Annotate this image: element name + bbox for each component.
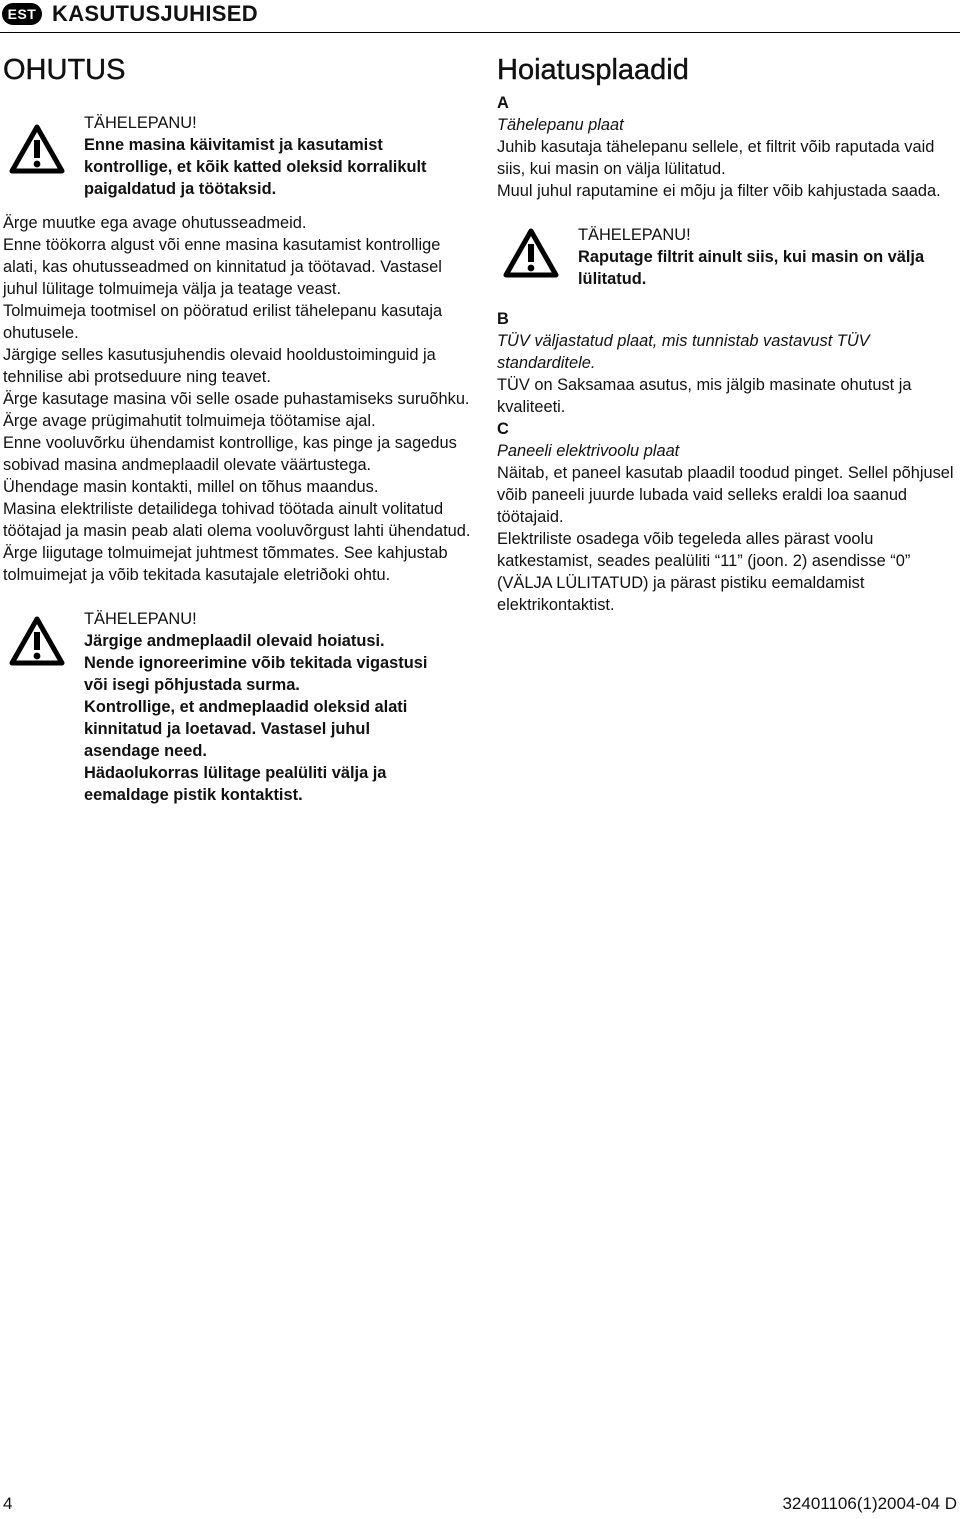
paragraph: Järgige selles kasutusjuhendis olevaid hooldustoiminguid ja tehnilise abi protseduure ning teavet. bbox=[3, 346, 436, 386]
warning-heading: TÄHELEPANU! bbox=[84, 114, 197, 132]
warning-heading: TÄHELEPANU! bbox=[578, 226, 691, 244]
paragraph: Enne vooluvõrku ühendamist kontrollige, kas pinge ja sagedus sobivad masina andmeplaadil olevate väärtustega. bbox=[3, 434, 457, 474]
warning-line: lülitatud. bbox=[578, 270, 647, 288]
plate-description: Juhib kasutaja tähelepanu sellele, et filtrit võib raputada vaid siis, kui masin on välja lülitatud. bbox=[497, 138, 935, 178]
plate-description: Muul juhul raputamine ei mõju ja filter võib kahjustada saada. bbox=[497, 182, 941, 200]
plate-a bbox=[497, 92, 957, 202]
paragraph: Ärge avage prügimahutit tolmuimeja töötamise ajal. bbox=[3, 412, 376, 430]
warning-line: Hädaolukorras lülitage pealüliti välja ja bbox=[84, 764, 387, 782]
warning-line: eemaldage pistik kontaktist. bbox=[84, 786, 303, 804]
plate-description: Näitab, et paneel kasutab plaadil toodud pinget. Sellel põhjusel võib paneeli juurde lubada vaid selleks eraldi loa saanud töötajaid. bbox=[497, 464, 954, 526]
warning-line: kontrollige, et kõik katted oleksid korralikult bbox=[84, 158, 427, 176]
safety-paragraphs bbox=[3, 212, 473, 586]
document-code: 32401106(1)2004-04 D bbox=[782, 1494, 957, 1513]
page-header bbox=[0, 0, 960, 34]
document-title: KASUTUSJUHISED bbox=[52, 1, 258, 26]
warning-box-2 bbox=[3, 608, 473, 806]
warning-heading: TÄHELEPANU! bbox=[84, 610, 197, 628]
warning-triangle-icon bbox=[9, 124, 65, 174]
right-column bbox=[497, 52, 957, 616]
warning-line: Enne masina käivitamist ja kasutamist bbox=[84, 136, 383, 154]
paragraph: Tolmuimeja tootmisel on pööratud erilist tähelepanu kasutaja ohutusele. bbox=[3, 302, 443, 342]
plate-description: TÜV on Saksamaa asutus, mis jälgib masinate ohutust ja kvaliteeti. bbox=[497, 376, 912, 416]
plate-description: Elektriliste osadega võib tegeleda alles pärast voolu katkestamist, seades pealüliti “11” (joon. 2) asendisse “0” (VÄLJA LÜLITATUD) ja pärast pistiku eemaldamist elektrikontaktist. bbox=[497, 530, 911, 614]
warning-line: asendage need. bbox=[84, 742, 207, 760]
paragraph: Ärge muutke ega avage ohutusseadmeid. bbox=[3, 214, 307, 232]
warning-line: kinnitatud ja loetavad. Vastasel juhul bbox=[84, 720, 371, 738]
plate-name: Tähelepanu plaat bbox=[497, 116, 624, 134]
section-title-ohutus: OHUTUS bbox=[3, 54, 126, 86]
warning-triangle-icon bbox=[503, 228, 559, 278]
paragraph: Ärge kasutage masina või selle osade puhastamiseks suruõhku. bbox=[3, 390, 470, 408]
plate-name: TÜV väljastatud plaat, mis tunnistab vastavust TÜV standarditele. bbox=[497, 332, 870, 372]
plate-letter: A bbox=[497, 94, 509, 112]
warning-line: paigaldatud ja töötaksid. bbox=[84, 180, 277, 198]
page-number: 4 bbox=[3, 1494, 13, 1513]
plate-letter: B bbox=[497, 310, 509, 328]
paragraph: Ärge liigutage tolmuimejat juhtmest tõmmates. See kahjustab tolmuimejat ja võib tekitada kasutajale eletriðoki ohtu. bbox=[3, 544, 448, 584]
warning-line: Nende ignoreerimine võib tekitada vigastusi bbox=[84, 654, 428, 672]
language-badge: EST bbox=[2, 3, 42, 25]
header-divider bbox=[0, 32, 960, 33]
warning-box-1 bbox=[3, 112, 473, 200]
warning-triangle-icon bbox=[9, 616, 65, 666]
plate-c bbox=[497, 418, 957, 616]
warning-line: või isegi põhjustada surma. bbox=[84, 676, 300, 694]
plate-letter: C bbox=[497, 420, 509, 438]
section-title-hoiatusplaadid: Hoiatusplaadid bbox=[497, 54, 689, 86]
warning-line: Raputage filtrit ainult siis, kui masin on välja bbox=[578, 248, 925, 266]
warning-box-3 bbox=[497, 224, 957, 290]
paragraph: Masina elektriliste detailidega tohivad töötada ainult volitatud töötajad ja masin peab alati olema vooluvõrgust lahti ühendatud. bbox=[3, 500, 471, 540]
warning-line: Järgige andmeplaadil olevaid hoiatusi. bbox=[84, 632, 385, 650]
left-column bbox=[3, 52, 473, 806]
paragraph: Enne töökorra algust või enne masina kasutamist kontrollige alati, kas ohutusseadmed on kinnitatud ja töötavad. Vastasel juhul lülitage tolmuimeja välja ja teatage veast. bbox=[3, 236, 442, 298]
plate-b bbox=[497, 308, 957, 418]
plate-name: Paneeli elektrivoolu plaat bbox=[497, 442, 680, 460]
warning-line: Kontrollige, et andmeplaadid oleksid alati bbox=[84, 698, 408, 716]
paragraph: Ühendage masin kontakti, millel on tõhus maandus. bbox=[3, 478, 379, 496]
